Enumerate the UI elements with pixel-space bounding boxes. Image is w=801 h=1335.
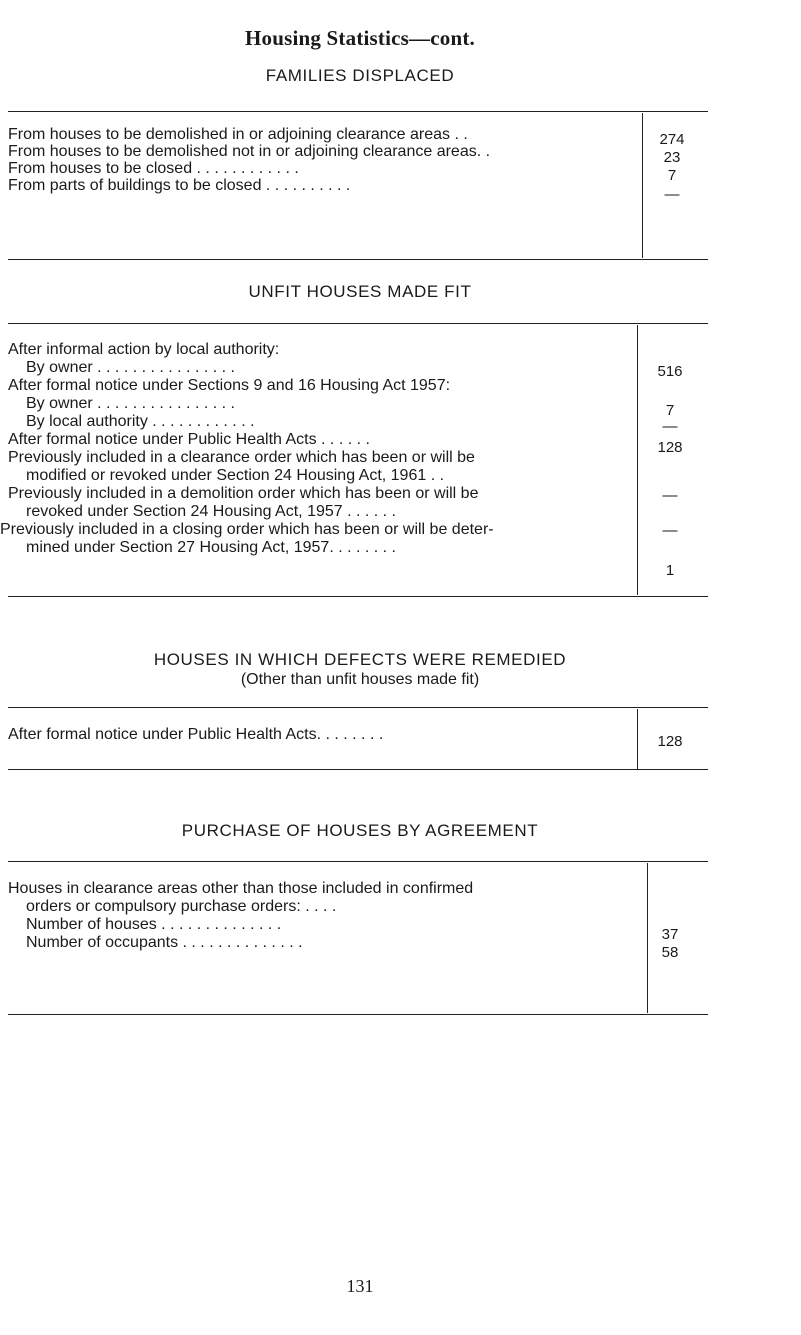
unfit-top-rule	[8, 323, 708, 324]
page-number: 131	[346, 1276, 374, 1296]
unfit-value: —	[662, 487, 678, 504]
unfit-houses-table	[0, 341, 494, 557]
unfit-line: mined under Section 27 Housing Act, 1957. . . . . . . .	[26, 539, 396, 556]
purchase-bottom-rule	[8, 1014, 708, 1015]
families-row-label: From houses to be closed . . . . . . . . . . . .	[8, 160, 299, 177]
unfit-line: By owner . . . . . . . . . . . . . . . .	[26, 395, 235, 412]
purchase-value: 58	[661, 944, 679, 961]
defects-remedied-row-label: After formal notice under Public Health Acts. . . . . . . .	[8, 726, 384, 743]
unfit-line: Previously included in a closing order which has been or will be deter-	[0, 521, 494, 538]
unfit-value: 128	[657, 439, 683, 456]
unfit-column-rule	[637, 325, 638, 595]
defects-top-rule	[8, 707, 708, 708]
unfit-line: revoked under Section 24 Housing Act, 1957 . . . . . .	[26, 503, 396, 520]
purchase-table	[8, 880, 473, 952]
defects-bottom-rule	[8, 769, 708, 770]
purchase-line: Number of occupants . . . . . . . . . . . . . .	[26, 934, 303, 951]
unfit-houses-heading: UNFIT HOUSES MADE FIT	[248, 282, 472, 301]
purchase-value: 37	[661, 926, 679, 943]
unfit-value: —	[662, 522, 678, 539]
families-displaced-heading: FAMILIES DISPLACED	[265, 66, 455, 85]
defects-remedied-subheading: (Other than unfit houses made fit)	[240, 671, 480, 688]
purchase-line: Number of houses . . . . . . . . . . . . . .	[26, 916, 282, 933]
purchase-top-rule	[8, 861, 708, 862]
families-row-label: From parts of buildings to be closed . . . . . . . . . .	[8, 177, 351, 194]
unfit-value: —	[662, 418, 678, 435]
families-row-label: From houses to be demolished in or adjoining clearance areas . .	[8, 126, 468, 143]
families-row-label: From houses to be demolished not in or adjoining clearance areas. .	[8, 143, 491, 160]
unfit-line: Previously included in a demolition order which has been or will be	[8, 485, 479, 502]
page-title: Housing Statistics—cont.	[245, 26, 475, 50]
unfit-value: 1	[665, 562, 675, 579]
families-row-value: —	[664, 186, 680, 203]
defects-remedied-value: 128	[657, 733, 683, 750]
families-row-value: 274	[659, 131, 685, 148]
unfit-value: 7	[665, 402, 675, 419]
unfit-line: modified or revoked under Section 24 Housing Act, 1961 . .	[26, 467, 445, 484]
unfit-line: After formal notice under Sections 9 and 16 Housing Act 1957:	[8, 377, 451, 394]
unfit-line: Previously included in a clearance order which has been or will be	[8, 449, 475, 466]
families-bottom-rule	[8, 259, 708, 260]
unfit-line: After informal action by local authority:	[8, 341, 280, 358]
unfit-value: 516	[657, 363, 683, 380]
families-row-value: 23	[663, 149, 681, 166]
purchase-line: Houses in clearance areas other than those included in confirmed	[8, 880, 474, 897]
purchase-line: orders or compulsory purchase orders: . . . .	[26, 898, 337, 915]
unfit-line: After formal notice under Public Health Acts . . . . . .	[8, 431, 370, 448]
unfit-line: By owner . . . . . . . . . . . . . . . .	[26, 359, 235, 376]
defects-remedied-heading: HOUSES IN WHICH DEFECTS WERE REMEDIED	[153, 650, 567, 669]
defects-column-rule	[637, 709, 638, 769]
families-top-rule	[8, 111, 708, 112]
families-displaced-table	[8, 126, 490, 194]
purchase-heading: PURCHASE OF HOUSES BY AGREEMENT	[181, 821, 539, 840]
families-row-value: 7	[667, 167, 677, 184]
unfit-bottom-rule	[8, 596, 708, 597]
unfit-line: By local authority . . . . . . . . . . . .	[26, 413, 255, 430]
families-column-rule	[642, 113, 643, 258]
